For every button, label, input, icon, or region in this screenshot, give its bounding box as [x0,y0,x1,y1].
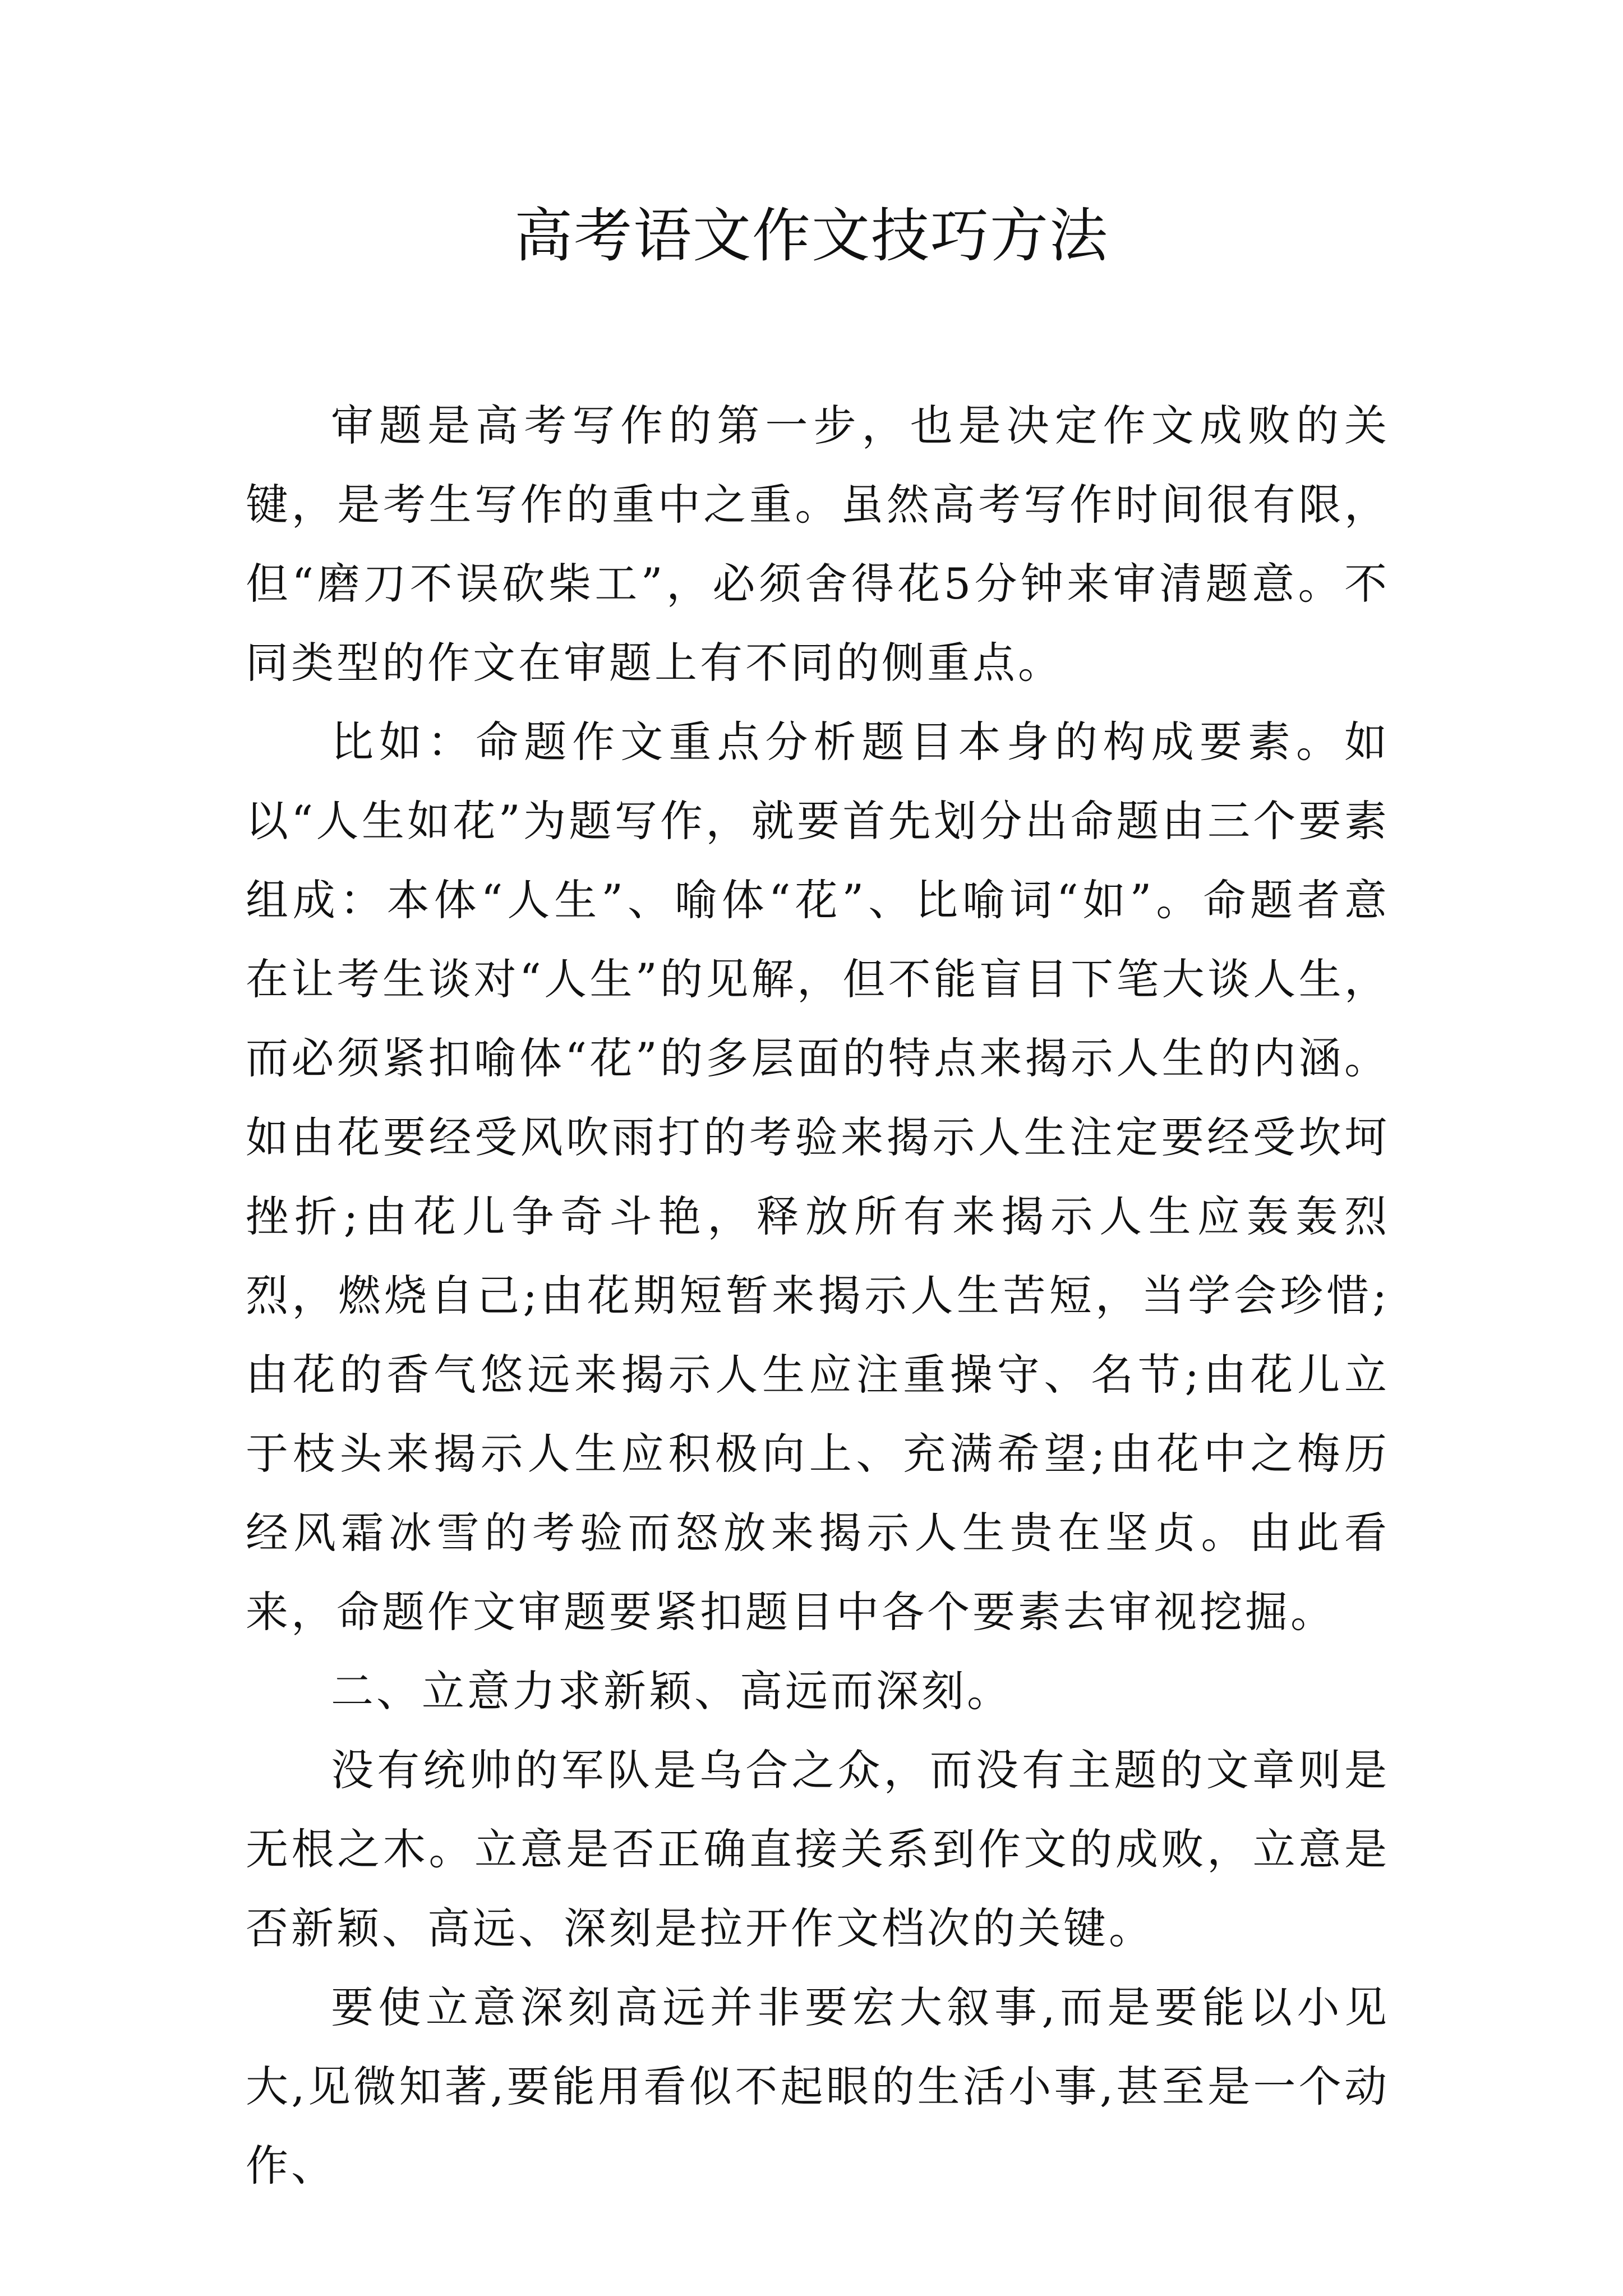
document-title: 高考语文作文技巧方法 [514,201,1109,270]
paragraph: 没有统帅的军队是乌合之众，而没有主题的文章则是无根之木。立意是否正确直接关系到作文的成败，立意是否新颖、高远、深刻是拉开作文档次的关键。 [246,1745,1390,1953]
paragraph: 比如：命题作文重点分析题目本身的构成要素。如以“人生如花”为题写作，就要首先划分出命题由三个要素组成：本体“人生”、喻体“花”、比喻词“如”。命题者意在让考生谈对“人生”的见解，但不能盲目下笔大谈人生，而必须紧扣喻体“花”的多层面的特点来揭示人生的内涵。如由花要经受风吹雨打的考验来揭示人生注定要经受坎坷挫折;由花儿争奇斗艳，释放所有来揭示人生应轰轰烈烈，燃烧自己;由花期短暂来揭示人生苦短，当学会珍惜;由花的香气悠远来揭示人生应注重操守、名节;由花儿立于枝头来揭示人生应积极向上、充满希望;由花中之梅历经风霜冰雪的考验而怒放来揭示人生贵在坚贞。由此看来，命题作文审题要紧扣题目中各个要素去审视挖掘。 [246,717,1390,1637]
paragraph: 审题是高考写作的第一步，也是决定作文成败的关键，是考生写作的重中之重。虽然高考写作时间很有限，但“磨刀不误砍柴工”，必须舍得花5分钟来审清题意。不同类型的作文在审题上有不同的侧重点。 [246,401,1390,688]
section-heading: 二、立意力求新颖、高远而深刻。 [331,1666,1012,1716]
document-body [246,386,1390,2205]
paragraph: 要使立意深刻高远并非要宏大叙事,而是要能以小见大,见微知著,要能用看似不起眼的生活小事,甚至是一个动作、 [246,1982,1390,2191]
